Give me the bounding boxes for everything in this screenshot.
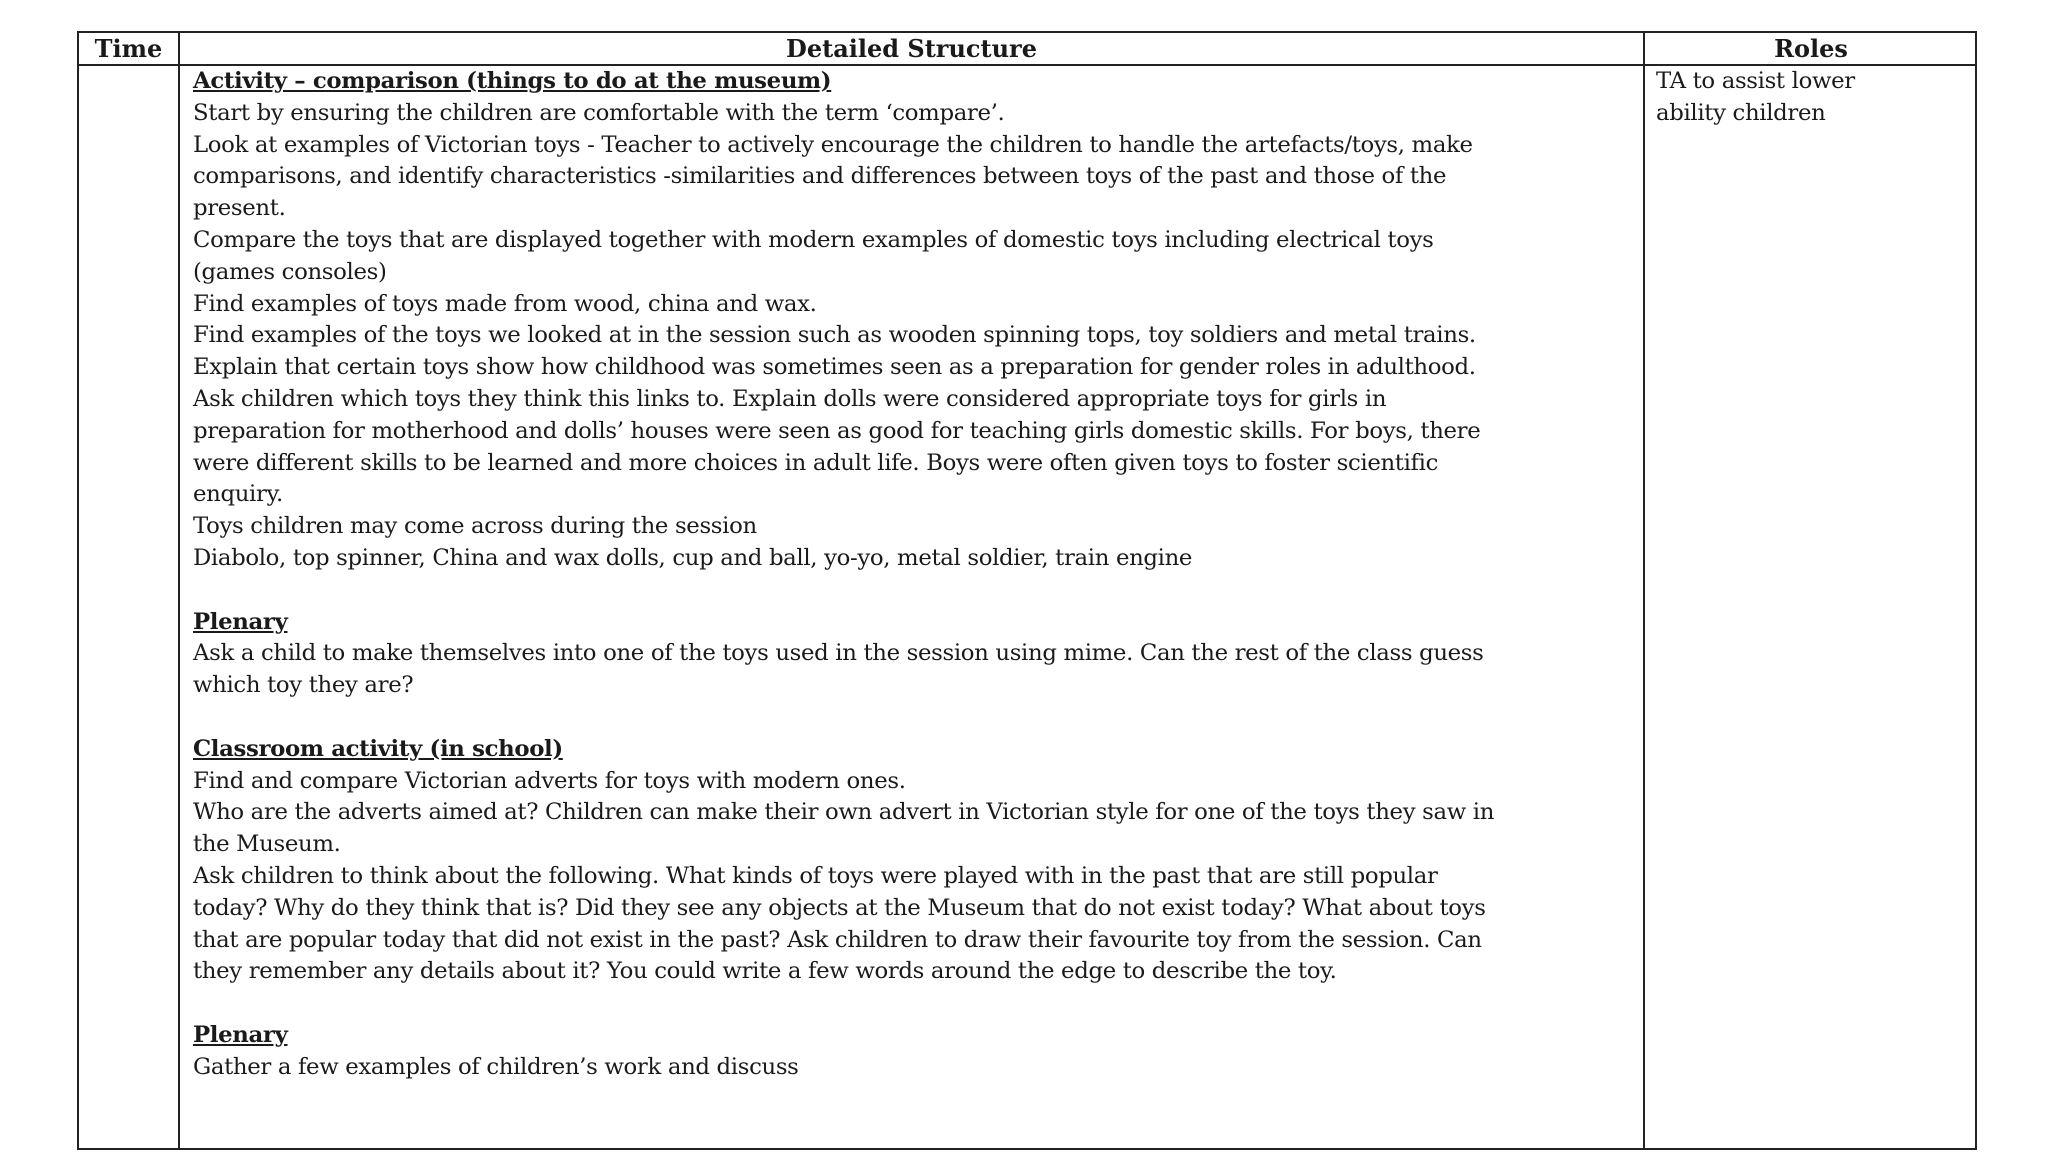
- classroom-line: that are popular today that did not exist in the past? Ask children to draw their favourite toy from the session. Can: [193, 926, 1482, 953]
- classroom-activity-heading: Classroom activity (in school): [193, 735, 563, 762]
- activity-line: (games consoles): [193, 258, 387, 285]
- spacer: [193, 575, 1633, 607]
- column-divider: [178, 33, 180, 1148]
- activity-line: Compare the toys that are displayed together with modern examples of domestic toys including electrical toys: [193, 226, 1434, 253]
- roles-cell: [1656, 66, 1968, 130]
- activity-line: present.: [193, 195, 286, 222]
- header-roles: Roles: [1774, 34, 1848, 63]
- header-time: Time: [94, 34, 163, 63]
- activity-line: Diabolo, top spinner, China and wax dolls, cup and ball, yo-yo, metal soldier, train engine: [193, 544, 1193, 571]
- activity-line: Ask children which toys they think this links to. Explain dolls were considered appropriate toys for girls in: [193, 385, 1387, 412]
- detailed-structure-cell: [193, 66, 1633, 1084]
- plenary-heading: Plenary: [193, 608, 288, 635]
- activity-line: Find examples of toys made from wood, china and wax.: [193, 290, 817, 317]
- plenary-line: which toy they are?: [193, 672, 414, 699]
- column-divider: [1643, 33, 1645, 1148]
- activity-line: Find examples of the toys we looked at in the session such as wooden spinning tops, toy soldiers and metal trains.: [193, 322, 1476, 349]
- spacer: [193, 702, 1633, 734]
- activity-line: Toys children may come across during the session: [193, 513, 757, 540]
- activity-line: enquiry.: [193, 481, 283, 508]
- activity-line: Look at examples of Victorian toys - Teacher to actively encourage the children to handle the artefacts/toys, make: [193, 131, 1473, 158]
- activity-line: were different skills to be learned and more choices in adult life. Boys were often given toys to foster scientific: [193, 449, 1438, 476]
- activity-line: Explain that certain toys show how childhood was sometimes seen as a preparation for gender roles in adulthood.: [193, 354, 1476, 381]
- classroom-line: Ask children to think about the following. What kinds of toys were played with in the past that are still popular: [193, 862, 1438, 889]
- roles-line: TA to assist lower: [1656, 68, 1855, 94]
- plenary-line: Ask a child to make themselves into one of the toys used in the session using mime. Can the rest of the class guess: [193, 640, 1484, 667]
- activity-heading: Activity – comparison (things to do at the museum): [193, 68, 832, 94]
- plenary-heading: Plenary: [193, 1021, 288, 1048]
- classroom-line: today? Why do they think that is? Did they see any objects at the Museum that do not exist today? What about toys: [193, 894, 1486, 921]
- lesson-plan-table: [77, 31, 1977, 1150]
- activity-line: preparation for motherhood and dolls’ houses were seen as good for teaching girls domestic skills. For boys, there: [193, 417, 1481, 444]
- classroom-line: Who are the adverts aimed at? Children can make their own advert in Victorian style for one of the toys they saw in: [193, 799, 1495, 826]
- classroom-line: Find and compare Victorian adverts for toys with modern ones.: [193, 767, 906, 794]
- classroom-line: the Museum.: [193, 831, 341, 858]
- header-detailed-structure: Detailed Structure: [786, 34, 1037, 63]
- plenary-line: Gather a few examples of children’s work and discuss: [193, 1053, 799, 1080]
- classroom-line: they remember any details about it? You could write a few words around the edge to describe the toy.: [193, 958, 1337, 985]
- spacer: [193, 988, 1633, 1020]
- activity-line: comparisons, and identify characteristics -similarities and differences between toys of the past and those of the: [193, 163, 1447, 190]
- activity-line: Start by ensuring the children are comfortable with the term ‘compare’.: [193, 99, 1005, 126]
- roles-line: ability children: [1656, 99, 1826, 126]
